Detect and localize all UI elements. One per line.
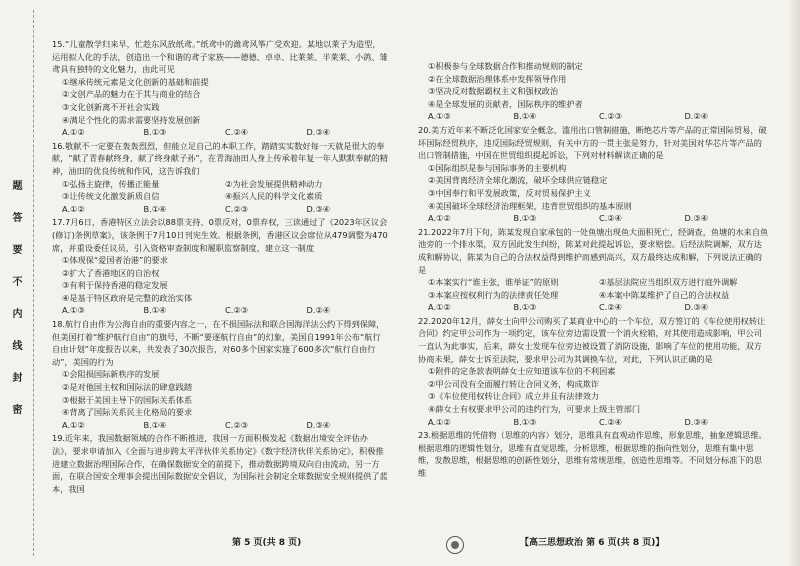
- question-stem: 23.根据思维的凭借物（思维的内容）划分，思维具有直观动作思维，形象思维，抽象逻辑思维。根据思维的逻辑性划分，思维有直觉思维，分析思维，根据思维的指向性划分，思维有集中思维，发散思维，根据思维的创新性划分，思维有常规思维，创造性思维等。不同划分标准下的思维: [418, 430, 767, 478]
- answer-choice: B.①③: [513, 416, 537, 427]
- answer-choice: C.②③: [599, 111, 622, 122]
- answer-choice: C.②③: [225, 419, 248, 430]
- answer-choice: D.②④: [684, 111, 709, 122]
- left-column: [52, 38, 388, 496]
- binding-label: 题: [10, 180, 21, 192]
- answer-choice: B.①③: [513, 213, 537, 224]
- question-stem: 16.敬献不一定要在轰轰烈烈，但能立足自己的本职工作，踏踏实实数好每一天就是很大的奉献，“献了青春献终身，献了终身献子孙”，在青海油田人身上传承着年复一年人默默奉献的精神，油田的优良传统和作风，这告诉我们: [52, 140, 388, 176]
- question-stem: 18.航行自由作为公海自由的重要内容之一，在不损国际法和联合国海洋法公约下得到保障，但美国打着“维护航行自由”的旗号，不断“要逐航行自由”的幻象，美国自1991年公布“航行自由计划”年度报告以来，共发表了30次报告，对60多个国家实施了600多次“航行自由行动”，美国的行为: [52, 319, 385, 367]
- option: ④振兴人民的科学文化素质: [225, 191, 323, 202]
- binding-label: 内: [10, 308, 21, 320]
- answer-choice: C.②④: [599, 213, 622, 224]
- binding-line: [33, 10, 34, 556]
- option: ④本案中陈某维护了自己的合法权益: [599, 289, 730, 300]
- option: ③中国奉行和平发展政策，反对贸易保护主义: [428, 187, 591, 198]
- option: ②为社会发展提供精神动力: [225, 178, 323, 189]
- question-stem: 15.“儿童散学归来早，忙趁东风放纸鸢。”纸鸢中的潍鸢风筝广受欢迎。某地以莱子为造型，运用拟人化的手法，创造出一个和谐的鸢子家族——德德、卓卓、比莱莱、半莱莱、小鸽、雏鸢具有独特的文化魅力，由此可见: [52, 39, 388, 75]
- answer-choices: [52, 126, 388, 139]
- answer-choices: [52, 190, 388, 203]
- answer-choice: C.②④: [599, 416, 622, 427]
- binding-label: 线: [10, 340, 21, 352]
- answer-choice: B.①③: [513, 302, 537, 313]
- question-22: [418, 315, 770, 428]
- answer-choice: A.①②: [428, 213, 451, 224]
- binding-margin: [0, 0, 38, 566]
- option: ②是对他国主权和国际法的肆意践踏: [62, 382, 193, 393]
- answer-choices: [418, 289, 770, 302]
- answer-choice: B.①④: [143, 203, 167, 214]
- answer-choice: D.③④: [306, 127, 331, 138]
- option: ①体现保“爱国者治港”的要求: [62, 255, 168, 266]
- question-stem: 19.近年来，我国数据领域的合作不断推进，我国一方面积极发起《数据出境安全评估办法》，要求申请加入《全面与进步跨太平洋伙伴关系协定》《数字经济伙伴关系协定》，积极推进建立数据治理国际合作，在确保数据安全的前提下，推动数据跨境双向自由流动，另一方面，在联合国安全理事会提出国际数据安全倡议，为国际社会制定全球数据安全规则提供了蓝本，我国: [52, 433, 388, 494]
- question-stem: 20.美方近年来不断泛化国家安全概念，滥用出口管制措施，断绝芯片等产品的正常国际贸易，破坏国际经贸秩序，违反国际经贸规则，有关中方的一贯主张是努力，针对美国对华芯片等产品的出口管制措施，中国在世贸组织提起诉讼，下列对材料解读正确的是: [418, 124, 767, 161]
- binding-label: 密: [10, 404, 21, 416]
- answer-choice: D.③④: [306, 419, 331, 430]
- option: ②基层法院应当组织双方进行庭外调解: [599, 277, 738, 288]
- question-19: [52, 432, 388, 495]
- question-stem: 17.7月6日，香港特区立法会以88票支持、0票反对，0票弃权，三读通过了《2023年区议会(修订)条例草案》，该条例于7月10日刊宪生效。根据条例，香港区议会席位从479调整为470席，并重设委任议员，引入资格审查制度和履职监察制度，建立这一制度: [52, 217, 388, 253]
- answer-choices: [418, 301, 770, 314]
- option: ②美国背离经济全球化潮流，破坏全球供应链稳定: [428, 175, 608, 186]
- option: ④美国破坏全球经济治理框架，违背世贸组织的基本原则: [428, 200, 632, 211]
- binding-label: 封: [10, 372, 21, 384]
- option: ④满足个性化的需求需要坚持发展创新: [62, 114, 201, 125]
- answer-choice: A.①②: [62, 127, 85, 138]
- binding-label: 答: [10, 212, 21, 224]
- page-edge-shadow: [788, 0, 800, 566]
- binding-label: 要: [10, 244, 21, 256]
- answer-choice: D.③④: [684, 302, 709, 313]
- answer-choice: D.③④: [684, 416, 709, 427]
- answer-choice: C.②③: [225, 203, 248, 214]
- option: ③文化创新离不开社会实践: [62, 101, 160, 112]
- page-footer-right: 【高三思想政治 第 6 页(共 8 页)】: [520, 538, 665, 548]
- question-stem: 21.2022年7月下旬，陈某发现自家承包的一处鱼塘出现鱼大面积死亡，经调查，鱼塘的水来自鱼池旁的一个排水渠，双方因此发生纠纷，陈某对此提起诉讼，要求赔偿。后经法院调解，双方达成和解协议，陈某为自己的合法权益得到维护而感到高兴，双方最终达成和解，下列说法正确的是: [418, 226, 769, 275]
- answer-choice: B.①④: [513, 111, 537, 122]
- option: ①继承传统元素是文化创新的基础和前提: [62, 76, 209, 87]
- right-column: [418, 60, 770, 481]
- answer-choice: D.③④: [684, 213, 709, 224]
- question-15: [52, 38, 388, 139]
- option: ④背离了国际关系民主化格局的要求: [62, 407, 193, 418]
- question-16: [52, 140, 388, 216]
- question-20: [418, 124, 770, 225]
- question-stem: 22.2020年12月，薛女士向甲公司购买了某商业中心的一个车位，双方签订的《车位使用权转让合同》约定甲公司作为一项约定，该车位旁边需设置一个消火栓箱，对其使用造成影响，甲公司一直认为此事实，后来，薛女士发现车位旁边被设置了消防设施，影响了车位的使用功能，双方协商未果，薛女士诉至法院，要求甲公司为其调换车位，对此，下列认识正确的是: [418, 315, 766, 364]
- option: ②在全球数据治理体系中发挥领导作用: [428, 73, 567, 84]
- option: ③《车位使用权转让合同》成立并且有法律效力: [428, 391, 600, 402]
- option: ①会阻损国际新秩序的发展: [62, 369, 160, 380]
- option: ①积极参与全球数据合作和推动规则的制定: [428, 61, 583, 71]
- binding-label: 不: [10, 276, 21, 288]
- option: ①附件的定条款表明薛女士应知道该车位的不利因素: [428, 366, 616, 377]
- answer-choice: B.①④: [143, 419, 167, 430]
- option: ③本案应按权利行为的法律责任处理: [428, 289, 559, 300]
- answer-choices: [52, 178, 388, 191]
- option: ④薛女士有权要求甲公司的违约行为，可要求上级主管部门: [428, 404, 641, 415]
- answer-choices: [418, 110, 770, 123]
- answer-choices: [52, 419, 388, 432]
- option: ①弘扬主旋律，传播正能量: [62, 178, 160, 189]
- answer-choice: D.②④: [306, 305, 331, 316]
- answer-choices: [418, 212, 770, 225]
- answer-choice: C.②④: [225, 127, 248, 138]
- publisher-logo-icon: [446, 536, 464, 554]
- question-19-continued: [418, 60, 770, 123]
- answer-choice: D.③④: [306, 203, 331, 214]
- answer-choices: [418, 416, 770, 429]
- option: ②甲公司没有全面履行转让合同义务，构成欺诈: [428, 378, 600, 389]
- answer-choice: A.①②: [428, 416, 451, 427]
- answer-choice: A.①②: [428, 302, 451, 313]
- question-17: [52, 216, 388, 317]
- option: ①国际组织是参与国际事务的主要机构: [428, 162, 567, 173]
- question-18: [52, 318, 388, 431]
- answer-choice: A.①③: [428, 111, 451, 122]
- option: ④是全球发展的贡献者，国际秩序的维护者: [428, 98, 583, 109]
- option: ③有利于保持香港的稳定发展: [62, 280, 168, 291]
- option: ①本案实行“谁主张，谁举证”的原则: [428, 277, 559, 288]
- answer-choice: A.①③: [62, 305, 85, 316]
- option: ②扩大了香港地区的自治权: [62, 267, 160, 278]
- answer-choice: C.②④: [599, 302, 622, 313]
- page-footer-left: 第 5 页(共 8 页): [232, 538, 302, 548]
- question-23: [418, 429, 770, 479]
- answer-choice: B.①④: [143, 305, 167, 316]
- question-21: [418, 226, 770, 314]
- answer-choice: A.①②: [62, 203, 85, 214]
- answer-choices: [418, 276, 770, 289]
- option: ③坚决反对数据霸权主义和强权政治: [428, 86, 559, 97]
- option: ②文创产品的魅力在于其与商业的结合: [62, 89, 201, 100]
- answer-choices: [52, 203, 388, 216]
- option: ③让传统文化激发新质自信: [62, 191, 160, 202]
- answer-choice: B.①③: [143, 127, 167, 138]
- answer-choice: C.②③: [225, 305, 248, 316]
- answer-choice: A.①②: [62, 419, 85, 430]
- option: ③根据于美国主导下的国际关系体系: [62, 394, 193, 405]
- option: ④是基于特区政府是完整的政治实体: [62, 292, 193, 303]
- answer-choices: [52, 304, 388, 317]
